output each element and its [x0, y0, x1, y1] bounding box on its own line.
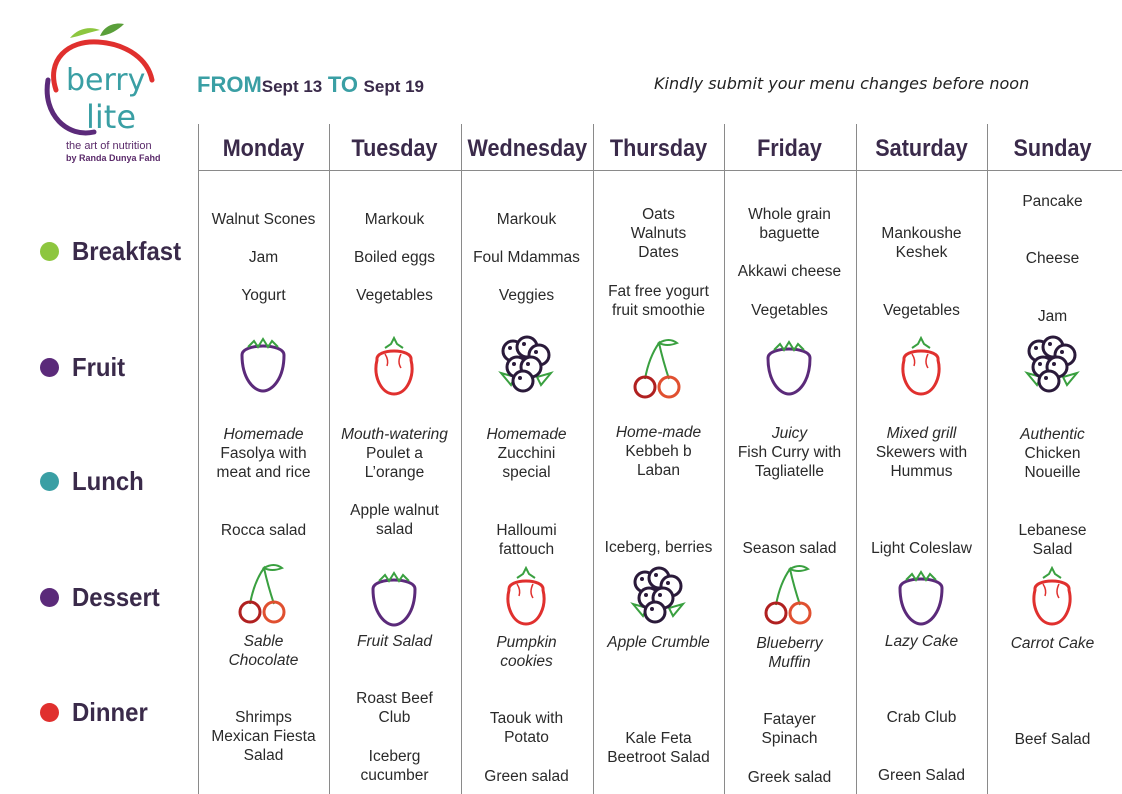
breakfast-item	[724, 205, 855, 243]
dinner-item	[329, 689, 460, 727]
lunch-item	[329, 444, 460, 482]
menu-item-line: Mixed grill	[886, 425, 957, 442]
menu-item-line: salad	[375, 521, 414, 538]
menu-item-line: Beef Salad	[1014, 731, 1091, 748]
menu-item-line: Skewers with	[875, 444, 968, 461]
breakfast-item	[724, 262, 855, 281]
meal-label-dessert: Dessert	[40, 582, 200, 612]
menu-item-line: Green salad	[484, 768, 569, 785]
menu-item-line: Crab Club	[886, 709, 957, 726]
menu-item-line: Mexican Fiesta	[211, 728, 316, 745]
menu-item-line: Apple walnut	[350, 502, 439, 519]
menu-item-line: Mankoushe	[881, 225, 962, 242]
menu-item-line: Juicy	[771, 425, 808, 442]
dinner-item	[856, 766, 987, 785]
cherries-icon	[625, 335, 691, 401]
menu-item-line: Club	[378, 709, 411, 726]
menu-item-line: Yogurt	[241, 287, 286, 304]
breakfast-item	[987, 249, 1118, 268]
menu-item-line: Vegetables	[356, 287, 433, 304]
lunch-item	[461, 444, 592, 482]
dessert-item	[461, 633, 592, 671]
lunch-note	[856, 424, 987, 443]
menu-item-line: Markouk	[364, 211, 425, 228]
dessert-dot	[40, 588, 59, 607]
dessert-item	[856, 632, 987, 651]
date-range	[197, 72, 424, 98]
menu-item-line: Vegetables	[883, 302, 960, 319]
breakfast-item	[329, 286, 460, 305]
menu-item-line: Lazy Cake	[884, 633, 959, 650]
dinner-item	[461, 767, 592, 786]
brand-byline: by Randa Dunya Fahd	[66, 153, 161, 163]
day-header-saturday: Saturday	[875, 135, 968, 162]
lunch-side	[461, 521, 592, 559]
menu-item-line: Season salad	[742, 540, 837, 557]
lunch-note	[987, 425, 1118, 444]
menu-item-line: Jam	[1037, 308, 1068, 325]
menu-item-line: Authentic	[1020, 426, 1085, 443]
raspberry-icon	[493, 566, 559, 632]
raspberry-icon	[361, 336, 427, 402]
menu-item-line: Boiled eggs	[353, 249, 435, 266]
from-date: Sept 13	[261, 77, 323, 96]
menu-item-line: Home-made	[615, 424, 702, 441]
menu-item-line: Fish Curry with	[737, 444, 842, 461]
breakfast-item	[987, 192, 1118, 211]
dessert-item	[987, 634, 1118, 653]
menu-item-line: Hummus	[890, 463, 953, 480]
breakfast-item	[856, 224, 987, 262]
lunch-note	[198, 425, 329, 444]
dinner-item	[593, 729, 724, 767]
menu-item-line: Roast Beef	[356, 690, 433, 707]
breakfast-item	[461, 286, 592, 305]
menu-item-line: Poulet a	[366, 445, 423, 462]
purple-berry-icon	[361, 567, 427, 633]
menu-item-line: Cheese	[1025, 250, 1080, 267]
menu-item-line: Whole grain	[748, 206, 831, 223]
menu-item-line: Salad	[243, 747, 284, 764]
menu-item-line: Apple Crumble	[607, 634, 710, 651]
lunch-item	[198, 444, 329, 482]
brand-tagline: the art of nutrition	[66, 140, 152, 152]
menu-item-line: Tagliatelle	[755, 463, 824, 480]
menu-item-line: Kebbeh b	[625, 443, 692, 460]
menu-item-line: Homemade	[223, 426, 304, 443]
raspberry-icon	[1019, 566, 1085, 632]
breakfast-item	[593, 205, 724, 262]
menu-item-line: Kale Feta	[625, 730, 692, 747]
menu-item-line: Walnut Scones	[211, 211, 316, 228]
logo-text-top: berry	[66, 63, 146, 98]
lunch-note	[329, 425, 460, 444]
menu-item-line: Fruit Salad	[357, 633, 432, 650]
menu-item-line: Iceberg	[368, 748, 421, 765]
breakfast-item	[461, 248, 592, 267]
header-divider	[198, 170, 1122, 171]
menu-item-line: Light Coleslaw	[871, 540, 972, 557]
lunch-side	[987, 521, 1118, 559]
lunch-item	[724, 443, 855, 481]
menu-item-line: baguette	[759, 225, 820, 242]
dinner-dot	[40, 703, 59, 722]
lunch-item	[987, 444, 1118, 482]
lunch-note	[461, 425, 592, 444]
menu-item-line: Rocca salad	[220, 522, 307, 539]
meal-label-dinner: Dinner	[40, 697, 200, 727]
menu-item-line: fattouch	[498, 541, 555, 558]
breakfast-item	[724, 301, 855, 320]
dinner-item	[461, 709, 592, 747]
dinner-item	[198, 708, 329, 765]
menu-item-line: Shrimps	[235, 709, 292, 726]
dessert-item	[329, 632, 460, 651]
menu-item-line: Pumpkin	[496, 634, 557, 651]
from-label: FROM	[197, 72, 262, 97]
dessert-item	[593, 633, 724, 652]
menu-item-line: Sable	[243, 633, 284, 650]
to-label: TO	[327, 72, 358, 97]
meal-label-lunch: Lunch	[40, 466, 200, 496]
breakfast-item	[593, 282, 724, 320]
blueberries-icon	[1019, 333, 1085, 399]
lunch-side	[593, 538, 724, 557]
menu-item-line: cookies	[500, 653, 553, 670]
meal-label-breakfast: Breakfast	[40, 236, 200, 266]
menu-item-line: Chicken	[1024, 445, 1081, 462]
purple-berry-icon	[230, 333, 296, 399]
menu-item-line: Fat free yogurt	[608, 283, 709, 300]
lunch-note	[593, 423, 724, 442]
blueberries-icon	[493, 333, 559, 399]
menu-item-line: Keshek	[895, 244, 948, 261]
lunch-side	[856, 539, 987, 558]
logo-text-bottom: lite	[86, 98, 137, 136]
menu-item-line: Akkawi cheese	[737, 263, 842, 280]
dinner-item	[987, 730, 1118, 749]
menu-item-line: fruit smoothie	[611, 302, 706, 319]
breakfast-item	[198, 248, 329, 267]
breakfast-item	[329, 248, 460, 267]
menu-item-line: special	[502, 464, 551, 481]
menu-item-line: Laban	[636, 462, 681, 479]
menu-item-line: Taouk with	[489, 710, 564, 727]
cherries-icon	[756, 561, 822, 627]
meal-label-fruit: Fruit	[40, 352, 200, 382]
menu-item-line: Jam	[248, 249, 279, 266]
menu-item-line: Halloumi	[496, 522, 557, 539]
lunch-note	[724, 424, 855, 443]
to-date: Sept 19	[363, 77, 425, 96]
blueberries-icon	[625, 564, 691, 630]
breakfast-item	[198, 210, 329, 229]
cherries-icon	[230, 560, 296, 626]
menu-item-line: Vegetables	[751, 302, 828, 319]
lunch-item	[856, 443, 987, 481]
menu-item-line: L’orange	[364, 464, 425, 481]
menu-item-line: Zucchini	[497, 445, 556, 462]
day-header-monday: Monday	[222, 135, 305, 162]
menu-item-line: Fasolya with	[220, 445, 307, 462]
menu-item-line: Iceberg, berries	[604, 539, 713, 556]
dinner-item	[856, 708, 987, 727]
dessert-item	[198, 632, 329, 670]
menu-item-line: Muffin	[768, 654, 811, 671]
menu-item-line: Oats	[642, 206, 675, 223]
menu-item-line: Walnuts	[630, 225, 687, 242]
menu-item-line: Lebanese	[1018, 522, 1087, 539]
menu-item-line: Markouk	[496, 211, 557, 228]
lunch-side	[329, 501, 460, 539]
menu-item-line: Salad	[1032, 541, 1073, 558]
raspberry-icon	[888, 336, 954, 402]
menu-item-line: Dates	[638, 244, 679, 261]
lunch-item	[593, 442, 724, 480]
lunch-side	[198, 521, 329, 540]
day-header-thursday: Thursday	[609, 135, 708, 162]
lunch-side	[724, 539, 855, 558]
dinner-item	[724, 710, 855, 748]
menu-item-line: Green Salad	[877, 767, 966, 784]
lunch-dot	[40, 472, 59, 491]
menu-item-line: Beetroot Salad	[607, 749, 710, 766]
breakfast-item	[856, 301, 987, 320]
breakfast-item	[987, 307, 1118, 326]
menu-item-line: Chocolate	[228, 652, 299, 669]
menu-item-line: Greek salad	[747, 769, 832, 786]
menu-item-line: Blueberry	[756, 635, 823, 652]
purple-berry-icon	[756, 336, 822, 402]
day-header-sunday: Sunday	[1013, 135, 1092, 162]
day-header-tuesday: Tuesday	[351, 135, 438, 162]
menu-change-notice: Kindly submit your menu changes before noon	[654, 74, 1030, 93]
breakfast-dot	[40, 242, 59, 261]
breakfast-item	[329, 210, 460, 229]
day-header-friday: Friday	[757, 135, 822, 162]
breakfast-item	[461, 210, 592, 229]
menu-item-line: Carrot Cake	[1010, 635, 1095, 652]
breakfast-item	[198, 286, 329, 305]
menu-item-line: meat and rice	[216, 464, 311, 481]
fruit-dot	[40, 358, 59, 377]
menu-item-line: Noueille	[1024, 464, 1081, 481]
menu-item-line: Fatayer	[763, 711, 816, 728]
menu-item-line: cucumber	[360, 767, 429, 784]
menu-item-line: Homemade	[486, 426, 567, 443]
menu-item-line: Spinach	[761, 730, 818, 747]
dessert-item	[724, 634, 855, 672]
dinner-item	[724, 768, 855, 787]
menu-item-line: Mouth-watering	[341, 426, 448, 443]
menu-item-line: Pancake	[1022, 193, 1083, 210]
menu-item-line: Foul Mdammas	[473, 249, 580, 266]
day-header-wednesday: Wednesday	[467, 135, 588, 162]
dinner-item	[329, 747, 460, 785]
menu-item-line: Potato	[504, 729, 549, 746]
menu-item-line: Veggies	[498, 287, 555, 304]
purple-berry-icon	[888, 566, 954, 632]
